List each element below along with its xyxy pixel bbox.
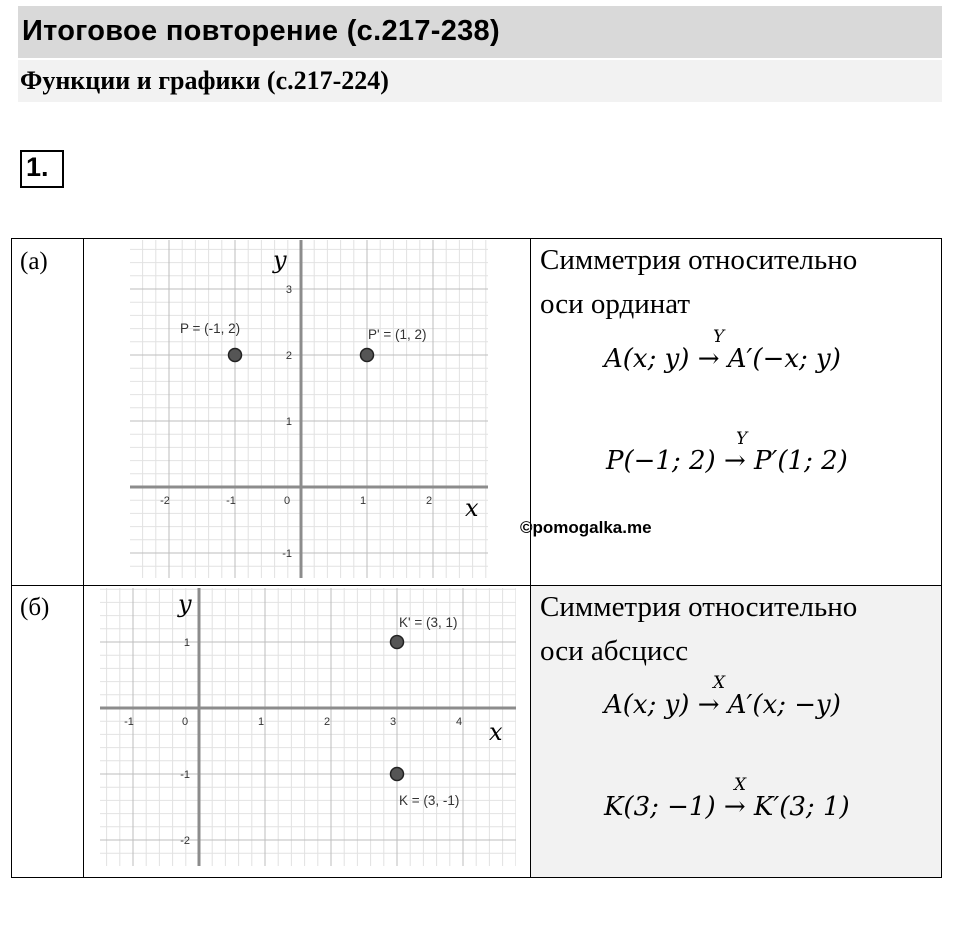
exercise-number: 1. <box>26 152 49 182</box>
section-title-banner <box>18 6 942 58</box>
subsection-title: Функции и графики (с.217-224) <box>20 66 389 95</box>
y-tick-label: -1 <box>282 548 292 560</box>
graph-background <box>130 240 488 578</box>
arrow-over-label: X <box>713 673 726 693</box>
graph-x-axis-symmetry <box>100 588 516 866</box>
row-a-formula-point: Y P(−1; 2) → P′(1; 2) <box>606 429 848 476</box>
section-title: Итоговое повторение (с.217-238) <box>22 15 500 47</box>
table-column-divider-2 <box>530 238 531 878</box>
data-point <box>391 768 404 781</box>
row-b-label: (б) <box>20 594 50 621</box>
arrow-over-label: X <box>734 775 747 795</box>
y-tick-label: 3 <box>285 284 292 296</box>
x-tick-label: 2 <box>425 495 433 507</box>
point-label: K' = (3, 1) <box>399 615 458 630</box>
row-a-description-line2: оси ординат <box>540 288 691 320</box>
row-a-description <box>540 238 857 326</box>
point-label: P = (-1, 2) <box>180 321 241 336</box>
x-tick-label: 0 <box>283 495 291 507</box>
row-b-description-line2: оси абсцисс <box>540 635 689 667</box>
y-tick-label: -1 <box>180 769 190 781</box>
x-tick-label: 2 <box>323 716 331 728</box>
x-axis-label: x <box>465 494 479 522</box>
row-b-formula-general: X A(x; y) → A′(x; −y) <box>604 673 841 720</box>
y-tick-label: 1 <box>285 416 292 428</box>
y-tick-label: 1 <box>183 637 190 649</box>
x-tick-label: -2 <box>160 495 170 507</box>
watermark: ©pomogalka.me <box>520 518 652 537</box>
x-tick-label: 1 <box>359 495 367 507</box>
x-tick-label: 3 <box>389 716 397 728</box>
row-a-formula-general: Y A(x; y) → A′(−x; y) <box>604 327 841 374</box>
x-axis-label: x <box>489 718 503 746</box>
graph-y-axis-symmetry <box>130 240 488 578</box>
table-column-divider-1 <box>83 238 84 878</box>
x-tick-label: 4 <box>455 716 463 728</box>
row-a-label: (a) <box>20 248 48 275</box>
row-b-description <box>540 585 857 673</box>
point-label: K = (3, -1) <box>399 793 460 808</box>
y-tick-label: -2 <box>180 835 190 847</box>
arrow-over-label: Y <box>736 429 748 449</box>
x-tick-label: 1 <box>257 716 265 728</box>
exercise-number-box <box>20 150 64 188</box>
y-axis-label: y <box>178 590 192 618</box>
data-point <box>229 349 242 362</box>
row-b-description-line1: Симметрия относительно <box>540 591 858 623</box>
point-label: P' = (1, 2) <box>368 327 427 342</box>
row-a-description-line1: Симметрия относительно <box>540 244 858 276</box>
y-tick-label: 2 <box>285 350 292 362</box>
arrow-over-label: Y <box>713 327 725 347</box>
y-axis-label: y <box>273 246 287 274</box>
data-point <box>361 349 374 362</box>
x-tick-label: 0 <box>181 716 189 728</box>
x-tick-label: -1 <box>226 495 236 507</box>
subsection-title-banner <box>18 60 942 102</box>
x-tick-label: -1 <box>124 716 134 728</box>
row-b-formula-point: X K(3; −1) → K′(3; 1) <box>604 775 850 822</box>
data-point <box>391 636 404 649</box>
